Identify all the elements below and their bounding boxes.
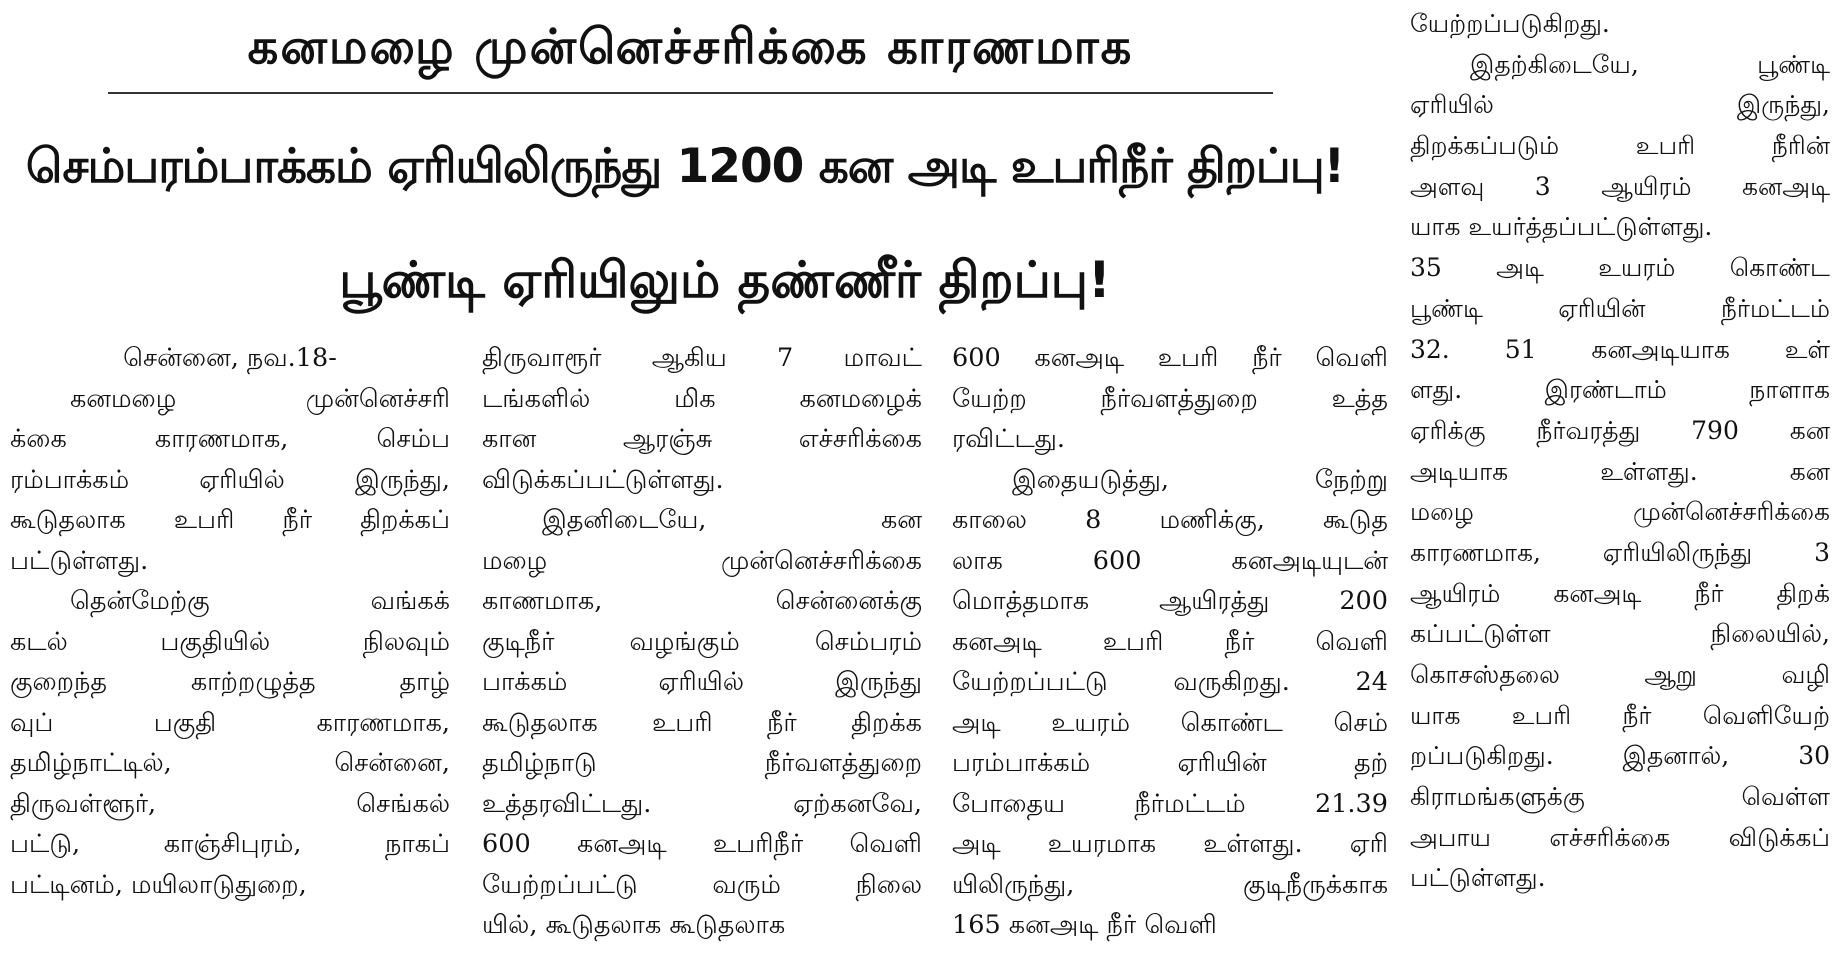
column-4-line: அபாய எச்சரிக்கை விடுக்கப் [1410,822,1830,852]
column-1-line: சென்னை, நவ.18- [123,343,337,373]
column-3-line: 600 கனஅடி உபரி நீர் வெளி [952,343,1388,373]
column-3-line: யேற்றப்பட்டு வருகிறது. 24 [952,667,1388,697]
column-4-line: அடியாக உள்ளது. கன [1410,456,1830,486]
column-2-line: கான ஆரஞ்சு எச்சரிக்கை [482,424,922,454]
column-3-line: இதையடுத்து, நேற்று [1012,464,1388,495]
column-2-line: மழை முன்னெச்சரிக்கை [482,545,922,576]
column-4-line: ஏரிக்கு நீர்வரத்து 790 கன [1410,415,1830,445]
column-3-line: காலை 8 மணிக்கு, கூடுத [952,505,1388,535]
column-3-line: லாக 600 கனஅடியுடன் [952,545,1388,576]
column-2-line: பாக்கம் ஏரியில் இருந்து [482,667,922,697]
column-4-line: யேற்றப்படுகிறது. [1410,9,1610,38]
column-2-line: கூடுதலாக உபரி நீர் திறக்க [482,707,922,738]
column-2-line: இதனிடையே, கன [542,505,922,535]
column-2-line: யில், கூடுதலாக கூடுதலாக [482,910,786,940]
column-3-line: யேற்ற நீர்வளத்துறை உத்த [952,383,1388,414]
column-4-line: 35 அடி உயரம் கொண்ட [1410,253,1830,283]
column-1-line: குறைந்த காற்றழுத்த தாழ் [10,667,450,697]
column-1-line: திருவள்ளூர், செங்கல் [10,788,450,819]
column-4-line: கிராமங்களுக்கு வெள்ள [1410,782,1830,812]
column-4-line: இதற்கிடையே, பூண்டி [1470,49,1830,79]
column-2-line: விடுக்கப்பட்டுள்ளது. [482,464,724,495]
article-subheadline: பூண்டி ஏரியிலும் தண்ணீர் திறப்பு! [339,251,1111,309]
column-1-line: பட்டு, காஞ்சிபுரம், நாகப் [10,829,450,859]
column-4-line: றப்படுகிறது. இதனால், 30 [1410,741,1830,771]
column-4-line: மழை முன்னெச்சரிக்கை [1410,497,1830,527]
column-1-line: கடல் பகுதியில் நிலவும் [10,626,450,657]
column-3-line: ரவிட்டது. [952,424,1065,454]
column-4-line: ளது. இரண்டாம் நாளாக [1410,375,1830,405]
column-1-line: க்கை காரணமாக, செம்ப [10,424,450,454]
article-column-2 [482,338,922,946]
column-3-line: யிலிருந்து, குடிநீருக்காக [952,869,1388,900]
column-4-line: ஆயிரம் கனஅடி நீர் திறக் [1410,578,1830,608]
column-2-line: உத்தரவிட்டது. ஏற்கனவே, [482,788,922,819]
column-1-line: வுப் பகுதி காரணமாக, [10,707,450,738]
column-3-line: பரம்பாக்கம் ஏரியின் தற் [952,748,1388,778]
column-4-line: காரணமாக, ஏரியிலிருந்து 3 [1410,537,1830,567]
column-3-line: 165 கனஅடி நீர் வெளி [952,910,1217,940]
column-4-line: ஏரியில் இருந்து, [1410,90,1830,120]
column-3-line: அடி உயரம் கொண்ட செம் [952,707,1388,738]
column-4-line: யாக உயர்த்தப்பட்டுள்ளது. [1410,212,1713,242]
column-4-line: கொசஸ்தலை ஆறு வழி [1410,660,1830,689]
article-headline: செம்பரம்பாக்கம் ஏரியிலிருந்து 1200 கன அடி உபரிநீர் திறப்பு! [25,139,1345,194]
article-column-4 [1410,4,1830,899]
article-column-1 [10,338,450,905]
column-2-line: தமிழ்நாடு நீர்வளத்துறை [482,748,922,778]
column-4-line: 32. 51 கனஅடியாக உள் [1410,334,1830,364]
column-1-line: தமிழ்நாட்டில், சென்னை, [10,748,450,778]
column-4-line: அளவு 3 ஆயிரம் கனஅடி [1410,171,1830,201]
column-1-line: ரம்பாக்கம் ஏரியில் இருந்து, [10,464,450,495]
column-2-line: 600 கனஅடி உபரிநீர் வெளி [482,829,922,859]
article-kicker: கனமழை முன்னெச்சரிக்கை காரணமாக [247,19,1134,75]
column-1-line: கனமழை முன்னெச்சரி [70,383,450,414]
article-column-3 [952,338,1388,946]
column-2-line: டங்களில் மிக கனமழைக் [482,383,922,414]
column-4-line: திறக்கப்படும் உபரி நீரின் [1410,131,1830,161]
column-2-line: யேற்றப்பட்டு வரும் நிலை [482,869,922,900]
column-2-line: திருவாரூர் ஆகிய 7 மாவட் [482,343,922,373]
column-3-line: கனஅடி உபரி நீர் வெளி [952,626,1388,657]
column-2-line: குடிநீர் வழங்கும் செம்பரம் [482,626,922,657]
column-4-line: கப்பட்டுள்ள நிலையில், [1410,619,1830,649]
kicker-divider [108,92,1273,94]
column-4-line: பூண்டி ஏரியின் நீர்மட்டம் [1410,293,1830,323]
column-1-line: பட்டுள்ளது. [10,545,149,576]
column-3-line: போதைய நீர்மட்டம் 21.39 [952,788,1388,819]
column-4-line: பட்டுள்ளது. [1410,863,1546,893]
column-1-line: கூடுதலாக உபரி நீர் திறக்கப் [10,505,450,535]
column-2-line: காணமாக, சென்னைக்கு [482,586,922,616]
column-3-line: அடி உயரமாக உள்ளது. ஏரி [952,829,1388,859]
column-4-line: யாக உபரி நீர் வெளியேற் [1410,700,1830,730]
column-1-line: பட்டினம், மயிலாடுதுறை, [10,869,307,900]
column-1-line: தென்மேற்கு வங்கக் [70,586,450,616]
column-3-line: மொத்தமாக ஆயிரத்து 200 [952,586,1388,616]
